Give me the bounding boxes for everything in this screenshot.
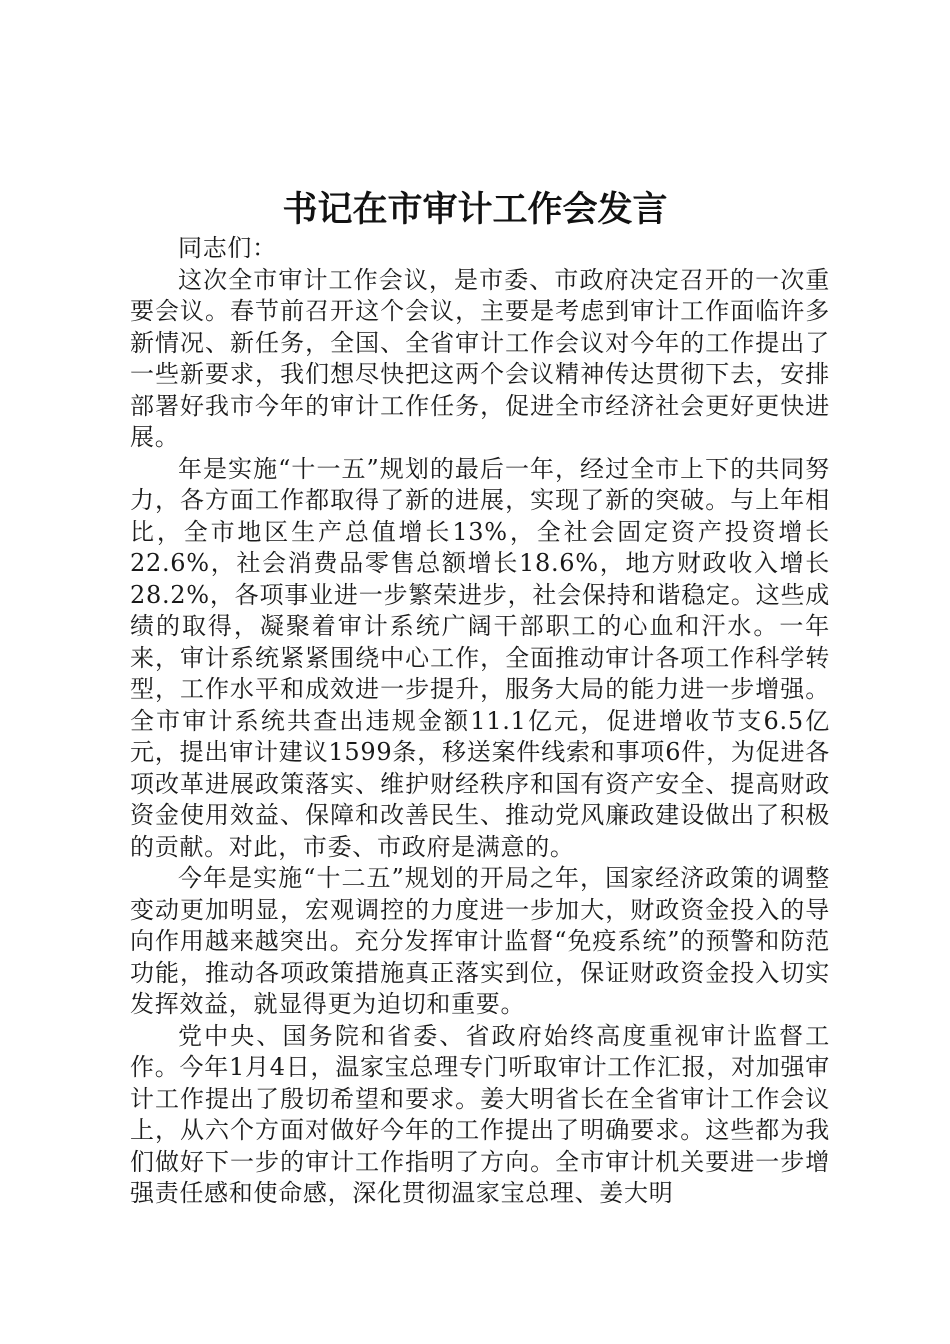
body-paragraph: 党中央、国务院和省委、省政府始终高度重视审计监督工作。今年1月4日，温家宝总理专门听取审计工作汇报，对加强审计工作提出了殷切希望和要求。姜大明省长在全省审计工作会议上，从六个方面对做好今年的工作提出了明确要求。这些都为我们做好下一步的审计工作指明了方向。全市审计机关要进一步增强责任感和使命感，深化贯彻温家宝总理、姜大明 [130, 1021, 830, 1207]
body-paragraph: 今年是实施“十二五”规划的开局之年，国家经济政策的调整变动更加明显，宏观调控的力度进一步加大，财政资金投入的导向作用越来越突出。充分发挥审计监督“免疫系统”的预警和防范功能，推动各项政策措施真正落实到位，保证财政资金投入切实发挥效益，就显得更为迫切和重要。 [130, 864, 830, 1018]
body-paragraph: 年是实施“十一五”规划的最后一年，经过全市上下的共同努力，各方面工作都取得了新的进展，实现了新的突破。与上年相比，全市地区生产总值增长13%，全社会固定资产投资增长22.6%，社会消费品零售总额增长18.6%，地方财政收入增长28.2%，各项事业进一步繁荣进步，社会保持和谐稳定。这些成绩的取得，凝聚着审计系统广阔干部职工的心血和汗水。一年来，审计系统紧紧围绕中心工作，全面推动审计各项工作科学转型，工作水平和成效进一步提升，服务大局的能力进一步增强。全市审计系统共查出违规金额11.1亿元，促进增收节支6.5亿元，提出审计建议1599条，移送案件线索和事项6件，为促进各项改革进展政策落实、维护财经秩序和国有资产安全、提高财政资金使用效益、保障和改善民生、推动党风廉政建设做出了积极的贡献。对此，市委、市政府是满意的。 [130, 454, 830, 861]
salutation-paragraph: 同志们： [178, 234, 277, 262]
document-body [130, 233, 830, 1210]
document-title: 书记在市审计工作会发言 [282, 189, 668, 230]
body-paragraph: 这次全市审计工作会议，是市委、市政府决定召开的一次重要会议。春节前召开这个会议，主要是考虑到审计工作面临许多新情况、新任务，全国、全省审计工作会议对今年的工作提出了一些新要求，我们想尽快把这两个会议精神传达贯彻下去，安排部署好我市今年的审计工作任务，促进全市经济社会更好更快进展。 [130, 265, 830, 451]
